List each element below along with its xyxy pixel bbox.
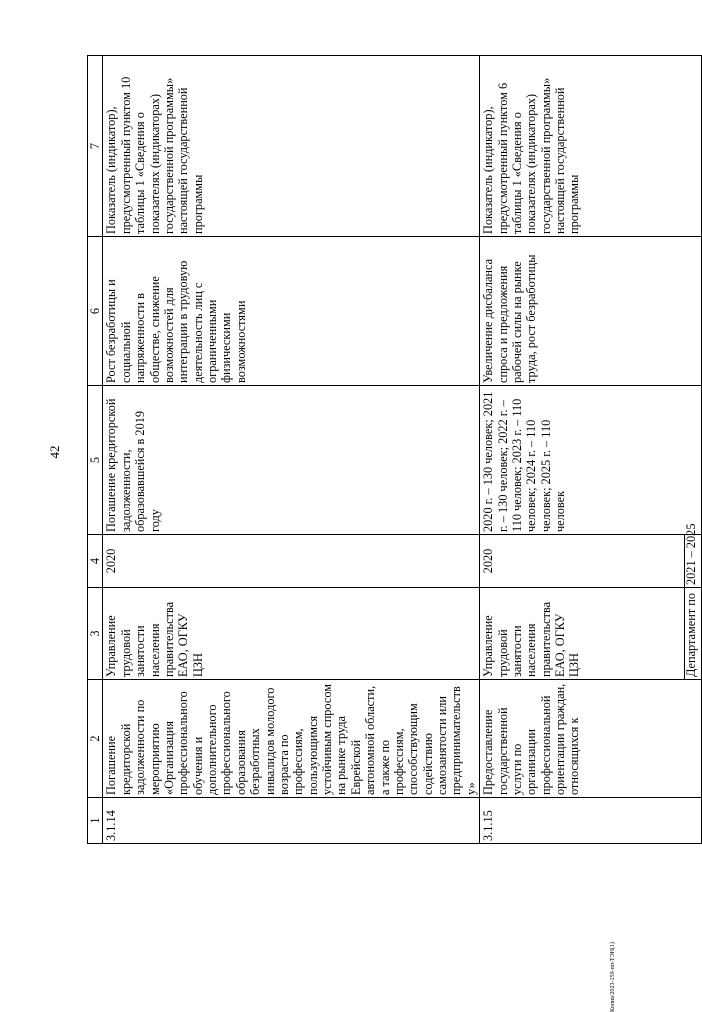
expected-result: 2020 г. – 130 человек; 2021 г. – 130 человек; 2022 г. – 110 человек; 2023 г. – 110 человек; 2024 г. – 110 человек; 2025 г. – 110 человек <box>480 386 702 535</box>
table-header-row <box>88 56 103 844</box>
header-cell: 6 <box>88 237 103 386</box>
executor-next: Департамент по <box>684 592 699 677</box>
period-primary: 2020 <box>480 535 685 587</box>
header-cell: 5 <box>88 386 103 535</box>
header-cell: 4 <box>88 535 103 588</box>
indicator: Показатель (индикатор), предусмотренный пунктом 6 таблицы 1 «Сведения о показателях (индикаторах) государственной программы» настоящей государственной программы <box>480 56 702 237</box>
expected-result: Погашение кредиторской задолженности, образовавшейся в 2019 году <box>103 386 480 535</box>
event-name: Погашение кредиторской задолженности по мероприятию «Организация профессионального обучения и дополнительного профессионального образования безработных инвалидов молодого возраста по профессиям, пользующимся устойчивым спросом на рынке труда Еврейской автономной области, а также по профессиям, способствующим содействию самозанятости или предпринимательству» <box>103 680 480 798</box>
period-next: 2021 – 2025 <box>684 523 699 585</box>
header-cell: 3 <box>88 588 103 680</box>
indicator: Показатель (индикатор), предусмотренный пунктом 10 таблицы 1 «Сведения о показателях (индикаторах) государственной программы» настоящей государственной программы <box>103 56 480 237</box>
row-number: 3.1.15 <box>480 798 702 844</box>
row-number: 3.1.14 <box>103 798 480 844</box>
period <box>480 523 702 588</box>
executor <box>480 588 702 680</box>
consequences: Рост безработицы и социальной напряженности в обществе, снижение возможностей для интеграции в трудовую деятельность лиц с ограниченными физическими возможностями <box>103 237 480 386</box>
table-row <box>103 56 480 844</box>
page-number: 42 <box>47 445 62 459</box>
table-row <box>480 56 702 844</box>
table-wrapper <box>87 56 699 844</box>
header-cell: 1 <box>88 798 103 844</box>
header-cell: 7 <box>88 56 103 237</box>
footer-code: Копия/2023-159-пп-ТЭН(1) <box>610 942 616 1012</box>
executor: Управление трудовой занятости населения правительства ЕАО, ОГКУ ЦЗН <box>103 588 480 680</box>
period: 2020 <box>103 535 480 588</box>
measures-table <box>87 56 699 844</box>
header-cell: 2 <box>88 680 103 798</box>
event-name: Предоставление государственной услуги по организации профессиональной ориентации граждан, относящихся к <box>480 680 702 798</box>
executor-primary: Управление трудовой занятости населения правительства ЕАО, ОГКУ ЦЗН <box>480 588 685 679</box>
consequences: Увеличение дисбаланса спроса и предложения рабочей силы на рынке труда, рост безработицы <box>480 237 702 386</box>
